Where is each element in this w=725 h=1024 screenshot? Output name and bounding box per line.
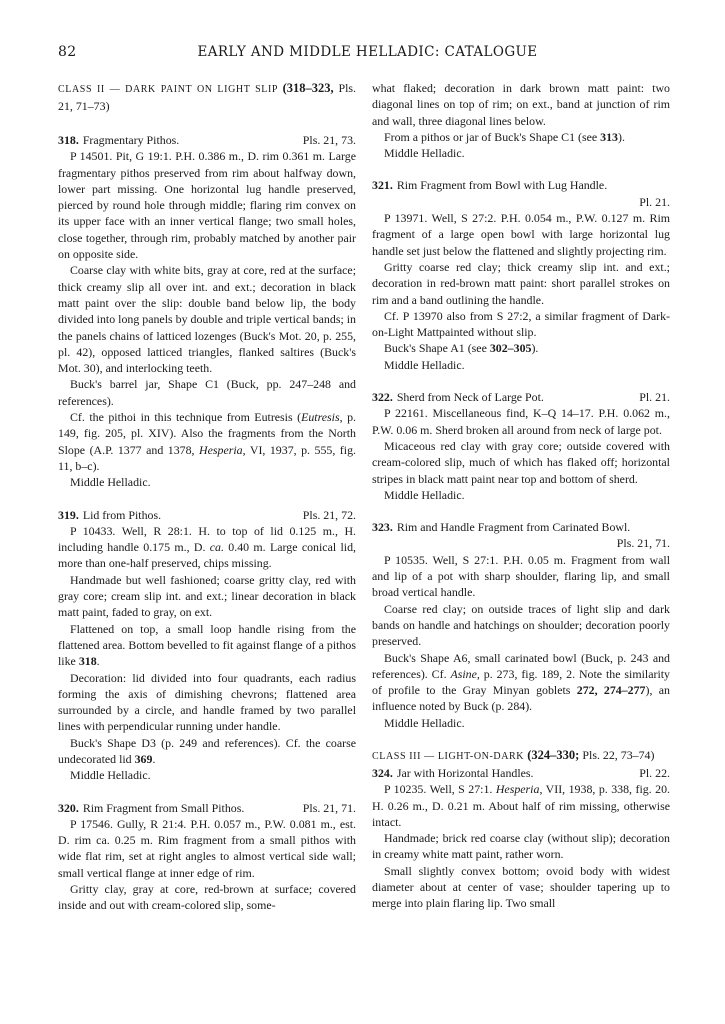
entry-paragraph: From a pithos or jar of Buck's Shape C1 (see 313). — [384, 129, 625, 144]
class-range: (318–323, — [282, 81, 334, 95]
entry-heading — [372, 519, 670, 552]
running-title: EARLY AND MIDDLE HELLADIC: CATALOGUE — [197, 44, 538, 60]
class-plates: Pls. 21, 71–73) — [58, 81, 356, 113]
catalogue-entry-320-continued — [372, 80, 670, 161]
class-heading — [372, 747, 670, 765]
entry-plates: Pl. 21. — [639, 194, 670, 209]
entry-paragraph: Buck's Shape D3 (p. 249 and references). Cf. the coarse undecorated lid 369. — [58, 735, 356, 766]
entry-paragraph: Cf. P 13970 also from S 27:2, a similar fragment of Dark-on-Light Mattpainted without slip. — [372, 308, 670, 340]
entry-number: 323. — [372, 520, 393, 535]
entry-number: 319. — [58, 507, 79, 522]
running-head — [58, 44, 677, 64]
catalogue-entry-324 — [372, 765, 670, 912]
entry-paragraph: Buck's barrel jar, Shape C1 (Buck, pp. 247–248 and references). — [58, 377, 356, 408]
entry-heading — [58, 507, 356, 523]
left-column — [58, 80, 356, 914]
entry-number: 320. — [58, 800, 79, 815]
entry-plates: Pls. 21, 71. — [302, 800, 356, 815]
entry-period: Middle Helladic. — [384, 146, 465, 161]
entry-number: 324. — [372, 765, 393, 780]
entry-paragraph: P 22161. Miscellaneous find, K–Q 14–17. P.H. 0.062 m., P.W. 0.06 m. Sherd broken all around from neck of large pot. — [372, 406, 670, 437]
entry-paragraph: Flattened on top, a small loop handle rising from the flattened area. Bottom bevelled to fit against flange of a pithos like 318. — [58, 621, 356, 669]
entry-paragraph: P 13971. Well, S 27:2. P.H. 0.054 m., P.W. 0.127 m. Rim fragment of a large open bowl with large horizontal lug handle set just below the flattened and slightly projecting rim. — [372, 211, 670, 258]
class-range: (324–330; — [527, 747, 580, 762]
entry-paragraph: Handmade; brick red coarse clay (without slip); decoration in creamy white matt paint, rather worn. — [372, 831, 670, 862]
entry-period: Middle Helladic. — [384, 357, 465, 372]
entry-heading — [372, 177, 670, 210]
entry-paragraph: P 10535. Well, S 27:1. P.H. 0.05 m. Fragment from wall and lip of a pot with sharp shoulder, flaring lip, and small broad vertical handle. — [372, 552, 670, 600]
entry-title: Rim and Handle Fragment from Carinated Bowl. — [396, 520, 631, 535]
entry-paragraph: P 14501. Pit, G 19:1. P.H. 0.386 m., D. rim 0.361 m. Large fragmentary pithos preserved from rim about halfway down, lower part missing. One horizontal lug handle preserved, pierced by round hole through middle; flaring rim convex on its upper face with an inner vertical flange; two small holes, close together, through rim, probably matched by another pair on opposite side. — [58, 149, 356, 262]
entry-title: Fragmentary Pithos. — [82, 133, 180, 147]
entry-paragraph: Buck's Shape A1 (see 302–305). — [384, 341, 539, 356]
catalogue-entry-320 — [58, 800, 356, 914]
catalogue-entry-318 — [58, 132, 356, 491]
entry-paragraph: Handmade but well fashioned; coarse gritty clay, red with gray core; cream slip int. and ext.; linear decoration in black matt paint, faded to gray, on ext. — [58, 572, 356, 620]
entry-heading — [372, 765, 670, 781]
entry-heading — [58, 800, 356, 816]
catalogue-entry-321 — [372, 177, 670, 373]
entry-plates: Pls. 21, 72. — [302, 507, 356, 522]
entry-period: Middle Helladic. — [384, 715, 465, 730]
entry-paragraph: Micaceous red clay with gray core; outside covered with cream-colored slip, much of which has flaked off; horizontal stripes in black matt paint near top and bottom of sherd. — [372, 438, 670, 486]
catalogue-entry-323 — [372, 519, 670, 731]
entry-period: Middle Helladic. — [384, 487, 465, 502]
catalogue-entry-319 — [58, 507, 356, 784]
entry-paragraph: Decoration: lid divided into four quadrants, each radius forming the axis of dimishing chevrons; flattened area surrounded by a circle, and handle framed by two parallel lines with perpendicular running under handle. — [58, 670, 356, 734]
class-label: CLASS II — DARK PAINT ON LIGHT SLIP — [58, 84, 278, 95]
entry-number: 322. — [372, 390, 393, 405]
catalogue-entry-322 — [372, 389, 670, 503]
page-number: 82 — [58, 44, 77, 60]
entry-title: Jar with Horizontal Handles. — [396, 765, 534, 780]
entry-paragraph: P 10433. Well, R 28:1. H. to top of lid 0.125 m., H. including handle 0.175 m., D. ca. 0.40 m. Large conical lid, more than one-half preserved, chips missing. — [58, 523, 357, 571]
entry-number: 321. — [372, 178, 393, 193]
entry-paragraph: P 10235. Well, S 27:1. Hesperia, VII, 1938, p. 338, fig. 20. H. 0.26 m., D. 0.21 m. About half of rim missing, otherwise intact. — [372, 782, 670, 829]
entry-paragraph: Gritty clay, gray at core, red-brown at surface; covered inside and out with cream-colored slip, some- — [58, 882, 356, 913]
entry-plates: Pls. 21, 71. — [616, 536, 670, 551]
entry-paragraph: Coarse red clay; on outside traces of light slip and dark bands on handle and hatchings on shoulder; decoration poorly preserved. — [372, 601, 670, 649]
class-label: CLASS III — LIGHT-ON-DARK — [372, 750, 525, 762]
entry-title: Sherd from Neck of Large Pot. — [396, 390, 544, 405]
class-plates: Pls. 22, 73–74) — [582, 747, 655, 762]
entry-paragraph: Coarse clay with white bits, gray at core, red at the surface; thick creamy slip all over int. and ext.; decoration in black matt paint over the slip: double band below lip, the body divided into long panels by double and triple vertical bands; in the panels chains of latticed lozenges (Buck's Mot. 20, p. 255, pl. 42), opposed latticed triangles, flanked saltires (Buck's Mot. 30), and interlocking teeth. — [58, 263, 356, 376]
entry-period: Middle Helladic. — [70, 768, 151, 783]
entry-heading — [58, 132, 356, 148]
right-column — [372, 80, 670, 912]
entry-paragraph: Small slightly convex bottom; ovoid body with widest diameter about at center of vase; shoulder tapering up to merge into plain flaring lip. Two small — [372, 863, 670, 911]
entry-paragraph: what flaked; decoration in dark brown matt paint: two diagonal lines on top of rim; on ext., band at junction of rim and wall, three diagonal lines below. — [372, 81, 670, 128]
entry-paragraph: Buck's Shape A6, small carinated bowl (Buck, p. 243 and references). Cf. Asine, p. 273, fig. 189, 2. Note the similarity of profile to the Gray Minyan goblets 272, 274–277), an influence noted by Buck (p. 284). — [372, 650, 670, 714]
entry-paragraph: Gritty coarse red clay; thick creamy slip int. and ext.; decoration in red-brown matt paint: short parallel strokes on rim and a band outlining the handle. — [372, 259, 670, 307]
entry-paragraph: Cf. the pithoi in this technique from Eutresis (Eutresis, p. 149, fig. 205, pl. XIV). Also the fragments from the North Slope (A.P. 1377 and 1378, Hesperia, VI, 1937, p. 555, fig. 11, b–c). — [58, 410, 356, 473]
entry-title: Rim Fragment from Bowl with Lug Handle. — [396, 178, 608, 193]
class-heading — [58, 80, 356, 116]
entry-period: Middle Helladic. — [70, 475, 151, 490]
entry-title: Rim Fragment from Small Pithos. — [82, 800, 245, 815]
entry-number: 318. — [58, 133, 79, 147]
entry-heading — [372, 389, 670, 405]
entry-title: Lid from Pithos. — [82, 507, 162, 522]
entry-plates: Pl. 22. — [639, 765, 670, 780]
entry-paragraph: P 17546. Gully, R 21:4. P.H. 0.057 m., P.W. 0.081 m., est. D. rim ca. 0.25 m. Rim fragment from a small pithos with wide flat rim, set at right angles to almost vertical side wall; small vertical flange at inner edge of rim. — [58, 816, 356, 880]
entry-plates: Pl. 21. — [639, 390, 670, 405]
entry-plates: Pls. 21, 73. — [302, 133, 356, 147]
